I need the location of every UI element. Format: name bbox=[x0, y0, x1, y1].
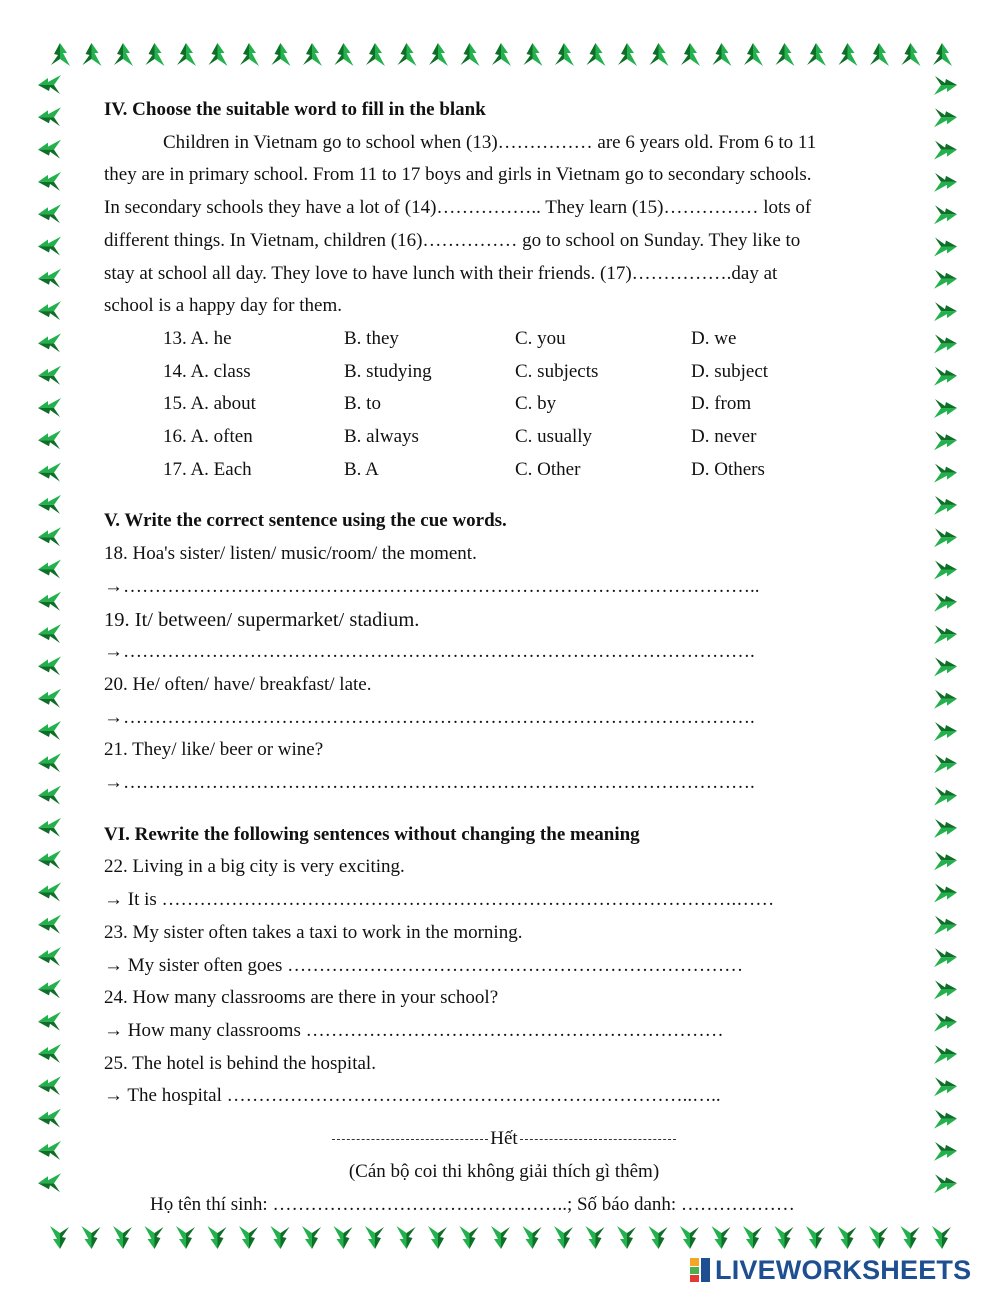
leaf-ornament bbox=[713, 43, 732, 66]
leaf-ornament bbox=[38, 786, 61, 805]
passage-line: they are in primary school. From 11 to 17 boys and girls in Vietnam go to secondary schools. bbox=[104, 164, 812, 186]
answer-line[interactable]: → The hospital ………………………………………………………………..….. bbox=[104, 1085, 721, 1107]
leaf-ornament bbox=[491, 1226, 510, 1249]
leaf-ornament bbox=[366, 43, 385, 66]
leaf-ornament bbox=[618, 43, 637, 66]
leaf-ornament bbox=[934, 270, 957, 289]
leaf-ornament bbox=[38, 1141, 61, 1160]
leaf-ornament bbox=[650, 43, 669, 66]
original-sentence: 25. The hotel is behind the hospital. bbox=[104, 1052, 376, 1074]
option-b[interactable]: B. always bbox=[344, 426, 419, 448]
leaf-ornament bbox=[38, 947, 61, 966]
leaf-ornament bbox=[208, 1226, 227, 1249]
option-row-15 bbox=[104, 388, 904, 421]
leaf-ornament bbox=[934, 851, 957, 870]
leaf-ornament bbox=[587, 43, 606, 66]
leaf-ornament bbox=[934, 367, 957, 386]
leaf-ornament bbox=[934, 1077, 957, 1096]
leaf-ornament bbox=[934, 399, 957, 418]
leaf-ornament bbox=[934, 141, 957, 160]
leaf-ornament bbox=[934, 561, 957, 580]
leaf-ornament bbox=[38, 398, 61, 417]
leaf-ornament bbox=[934, 593, 957, 612]
leaf-ornament bbox=[934, 916, 957, 935]
leaf-ornament bbox=[934, 431, 957, 450]
leaf-ornament bbox=[38, 818, 61, 837]
leaf-ornament bbox=[38, 333, 61, 352]
leaf-ornament bbox=[397, 1226, 416, 1249]
leaf-ornament bbox=[38, 979, 61, 998]
passage-line: different things. In Vietnam, children (16)…………… go to school on Sunday. They like to bbox=[104, 229, 801, 251]
leaf-ornament bbox=[209, 43, 228, 66]
option-row-17 bbox=[104, 454, 904, 487]
leaf-ornament bbox=[869, 1226, 888, 1249]
leaf-ornament bbox=[38, 269, 61, 288]
leaf-ornament bbox=[934, 302, 957, 321]
liveworksheets-logo-icon bbox=[690, 1257, 712, 1283]
leaf-ornament bbox=[902, 43, 921, 66]
leaf-ornament bbox=[38, 301, 61, 320]
option-row-13 bbox=[104, 323, 904, 356]
option-b[interactable]: B. to bbox=[344, 393, 381, 415]
leaf-ornament bbox=[38, 430, 61, 449]
leaf-ornament bbox=[365, 1226, 384, 1249]
leaf-ornament bbox=[934, 722, 957, 741]
answer-line[interactable]: →………………………………………………………………………………………. bbox=[104, 706, 755, 728]
leaf-ornament bbox=[51, 43, 70, 66]
leaf-ornament bbox=[934, 787, 957, 806]
leaf-ornament bbox=[870, 43, 889, 66]
option-b[interactable]: B. they bbox=[344, 327, 399, 349]
leaf-ornament bbox=[934, 948, 957, 967]
option-a[interactable]: 16. A. often bbox=[163, 426, 253, 448]
leaf-ornament bbox=[114, 43, 133, 66]
leaf-ornament bbox=[806, 1226, 825, 1249]
answer-line[interactable]: →……………………………………………………………………………………….. bbox=[104, 575, 760, 597]
option-c[interactable]: C. you bbox=[515, 327, 566, 349]
brand-name: LIVEWORKSHEETS bbox=[715, 1254, 972, 1285]
leaf-ornament bbox=[934, 690, 957, 709]
candidate-info-line[interactable]: Họ tên thí sinh: ………………………………………..; Số báo danh: ……………… bbox=[150, 1193, 795, 1215]
leaf-ornament bbox=[934, 205, 957, 224]
leaf-ornament bbox=[934, 76, 957, 95]
leaf-ornament bbox=[38, 850, 61, 869]
section-6-title: VI. Rewrite the following sentences without changing the meaning bbox=[104, 823, 640, 845]
leaf-ornament bbox=[38, 527, 61, 546]
option-d[interactable]: D. from bbox=[691, 393, 752, 415]
cue-sentence: 19. It/ between/ supermarket/ stadium. bbox=[104, 608, 420, 631]
leaf-ornament bbox=[649, 1226, 668, 1249]
answer-line[interactable]: → My sister often goes ……………………………………………………………… bbox=[104, 954, 744, 976]
leaf-ornament bbox=[38, 172, 61, 191]
option-c[interactable]: C. subjects bbox=[515, 360, 599, 382]
leaf-ornament bbox=[38, 237, 61, 256]
leaf-ornament bbox=[554, 1226, 573, 1249]
proctor-note: (Cán bộ coi thi không giải thích gì thêm) bbox=[348, 1160, 660, 1182]
answer-line[interactable]: → How many classrooms ………………………………………………………… bbox=[104, 1019, 724, 1041]
leaf-ornament bbox=[934, 464, 957, 483]
leaf-ornament bbox=[303, 43, 322, 66]
leaf-ornament bbox=[901, 1226, 920, 1249]
leaf-ornament bbox=[271, 1226, 290, 1249]
dash-divider-right bbox=[520, 1139, 676, 1140]
leaf-ornament bbox=[681, 43, 700, 66]
leaf-ornament bbox=[617, 1226, 636, 1249]
leaf-ornament bbox=[460, 1226, 479, 1249]
leaf-ornament bbox=[38, 1044, 61, 1063]
leaf-ornament bbox=[38, 140, 61, 159]
option-a[interactable]: 15. A. about bbox=[163, 393, 256, 415]
end-word: Hết bbox=[490, 1128, 518, 1150]
leaf-ornament bbox=[177, 43, 196, 66]
leaf-ornament bbox=[839, 43, 858, 66]
option-b[interactable]: B. A bbox=[344, 458, 379, 480]
dash-divider-left bbox=[332, 1139, 488, 1140]
leaf-ornament bbox=[38, 463, 61, 482]
leaf-ornament bbox=[38, 656, 61, 675]
leaf-ornament bbox=[776, 43, 795, 66]
leaf-ornament bbox=[83, 43, 102, 66]
leaf-ornament bbox=[461, 43, 480, 66]
leaf-ornament bbox=[38, 495, 61, 514]
leaf-ornament bbox=[934, 657, 957, 676]
liveworksheets-logo[interactable] bbox=[690, 1255, 971, 1285]
leaf-ornament bbox=[934, 625, 957, 644]
answer-line[interactable]: →………………………………………………………………………………………. bbox=[104, 772, 755, 794]
leaf-ornament bbox=[934, 1142, 957, 1161]
leaf-ornament bbox=[934, 980, 957, 999]
option-b[interactable]: B. studying bbox=[344, 360, 432, 382]
option-d[interactable]: D. subject bbox=[691, 360, 769, 382]
section-5-title: V. Write the correct sentence using the cue words. bbox=[104, 510, 507, 532]
leaf-ornament bbox=[145, 1226, 164, 1249]
passage-line: Children in Vietnam go to school when (13)…………… are 6 years old. From 6 to 11 bbox=[163, 131, 817, 153]
section-4-title: IV. Choose the suitable word to fill in the blank bbox=[104, 99, 486, 120]
leaf-ornament bbox=[743, 1226, 762, 1249]
option-a[interactable]: 13. A. he bbox=[163, 327, 232, 349]
leaf-ornament bbox=[38, 1109, 61, 1128]
option-d[interactable]: D. never bbox=[691, 426, 757, 448]
option-row-14 bbox=[104, 356, 904, 389]
leaf-ornament bbox=[146, 43, 165, 66]
answer-line[interactable]: → It is ……………………………………………………………………………….…… bbox=[104, 889, 775, 911]
leaf-ornament bbox=[38, 915, 61, 934]
leaf-ornament bbox=[38, 753, 61, 772]
leaf-ornament bbox=[38, 883, 61, 902]
leaf-ornament bbox=[933, 43, 952, 66]
leaf-ornament bbox=[934, 1045, 957, 1064]
leaf-ornament bbox=[38, 107, 61, 126]
leaf-ornament bbox=[38, 592, 61, 611]
leaf-ornament bbox=[398, 43, 417, 66]
leaf-ornament bbox=[934, 754, 957, 773]
leaf-ornament bbox=[239, 1226, 258, 1249]
original-sentence: 22. Living in a big city is very exciting. bbox=[104, 856, 405, 878]
leaf-ornament bbox=[50, 1226, 69, 1249]
leaf-ornament bbox=[240, 43, 259, 66]
leaf-ornament bbox=[38, 721, 61, 740]
leaf-ornament bbox=[934, 528, 957, 547]
leaf-ornament bbox=[524, 43, 543, 66]
end-marker bbox=[104, 1123, 904, 1156]
leaf-ornament bbox=[934, 238, 957, 257]
answer-line[interactable]: →………………………………………………………………………………………. bbox=[104, 641, 755, 663]
leaf-ornament bbox=[934, 819, 957, 838]
leaf-ornament bbox=[744, 43, 763, 66]
leaf-ornament bbox=[82, 1226, 101, 1249]
leaf-ornament bbox=[38, 624, 61, 643]
leaf-ornament bbox=[302, 1226, 321, 1249]
option-d[interactable]: D. we bbox=[691, 327, 737, 349]
option-c[interactable]: C. by bbox=[515, 393, 557, 415]
leaf-ornament bbox=[492, 43, 511, 66]
leaf-ornament bbox=[807, 43, 826, 66]
leaf-ornament bbox=[586, 1226, 605, 1249]
option-row-16 bbox=[104, 421, 904, 454]
cue-sentence: 21. They/ like/ beer or wine? bbox=[104, 739, 324, 761]
original-sentence: 24. How many classrooms are there in your school? bbox=[104, 987, 499, 1009]
option-a[interactable]: 14. A. class bbox=[163, 360, 251, 382]
leaf-ornament bbox=[932, 1226, 951, 1249]
leaf-ornament bbox=[38, 1173, 61, 1192]
leaf-ornament bbox=[38, 1076, 61, 1095]
passage-line: school is a happy day for them. bbox=[104, 295, 342, 317]
option-a[interactable]: 17. A. Each bbox=[163, 458, 252, 480]
leaf-ornament bbox=[38, 1012, 61, 1031]
option-c[interactable]: C. usually bbox=[515, 426, 593, 448]
leaf-ornament bbox=[272, 43, 291, 66]
original-sentence: 23. My sister often takes a taxi to work in the morning. bbox=[104, 921, 523, 943]
leaf-ornament bbox=[838, 1226, 857, 1249]
leaf-ornament bbox=[113, 1226, 132, 1249]
passage-line: In secondary schools they have a lot of (14)…………….. They learn (15)…………… lots of bbox=[104, 197, 812, 219]
leaf-ornament bbox=[934, 1110, 957, 1129]
leaf-ornament bbox=[38, 689, 61, 708]
leaf-ornament bbox=[934, 334, 957, 353]
leaf-ornament bbox=[934, 1174, 957, 1193]
worksheet-content bbox=[104, 94, 904, 1221]
leaf-ornament bbox=[38, 75, 61, 94]
option-c[interactable]: C. Other bbox=[515, 458, 581, 480]
cue-sentence: 18. Hoa's sister/ listen/ music/room/ the moment. bbox=[104, 543, 477, 565]
leaf-ornament bbox=[38, 560, 61, 579]
leaf-ornament bbox=[680, 1226, 699, 1249]
cue-sentence: 20. He/ often/ have/ breakfast/ late. bbox=[104, 673, 372, 695]
leaf-ornament bbox=[712, 1226, 731, 1249]
leaf-ornament bbox=[934, 496, 957, 515]
leaf-ornament bbox=[934, 884, 957, 903]
leaf-ornament bbox=[934, 108, 957, 127]
leaf-ornament bbox=[555, 43, 574, 66]
leaf-ornament bbox=[934, 173, 957, 192]
passage-line: stay at school all day. They love to have lunch with their friends. (17)…………….day at bbox=[104, 262, 778, 284]
leaf-ornament bbox=[335, 43, 354, 66]
leaf-ornament bbox=[523, 1226, 542, 1249]
leaf-ornament bbox=[334, 1226, 353, 1249]
leaf-ornament bbox=[775, 1226, 794, 1249]
leaf-ornament bbox=[429, 43, 448, 66]
leaf-ornament bbox=[38, 366, 61, 385]
leaf-ornament bbox=[38, 204, 61, 223]
option-d[interactable]: D. Others bbox=[691, 458, 765, 480]
leaf-ornament bbox=[934, 1013, 957, 1032]
leaf-ornament bbox=[428, 1226, 447, 1249]
leaf-ornament bbox=[176, 1226, 195, 1249]
